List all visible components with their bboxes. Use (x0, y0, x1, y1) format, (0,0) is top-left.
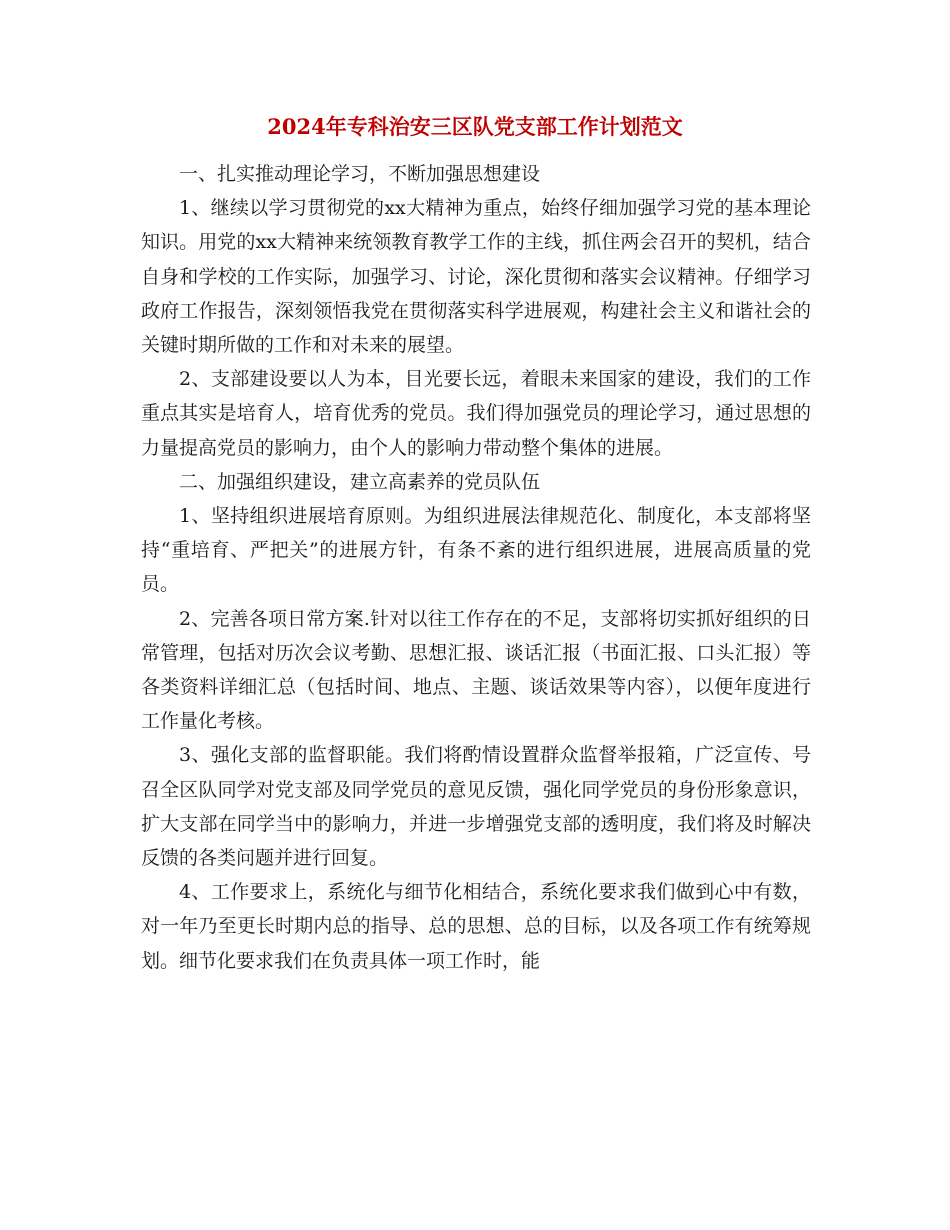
paragraph: 4、工作要求上，系统化与细节化相结合，系统化要求我们做到心中有数，对一年乃至更长时期内总的指导、总的思想、总的目标，以及各项工作有统筹规划。细节化要求我们在负责具体一项工作时，能 (141, 881, 811, 972)
paragraph: 1、继续以学习贯彻党的xx大精神为重点，始终仔细加强学习党的基本理论知识。用党的xx大精神来统领教育教学工作的主线，抓住两会召开的契机，结合自身和学校的工作实际，加强学习、讨论，深化贯彻和落实会议精神。仔细学习政府工作报告，深刻领悟我党在贯彻落实科学进展观，构建社会主义和谐社会的关键时期所做的工作和对未来的展望。 (141, 197, 811, 357)
paragraph: 3、强化支部的监督职能。我们将酌情设置群众监督举报箱，广泛宣传、号召全区队同学对党支部及同学党员的意见反馈，强化同学党员的身份形象意识，扩大支部在同学当中的影响力，并进一步增强党支部的透明度，我们将及时解决反馈的各类问题并进行回复。 (141, 744, 811, 870)
section-heading-2: 二、加强组织建设，建立高素养的党员队伍 (179, 470, 541, 493)
document-body (141, 157, 811, 978)
section-heading-1: 一、扎实推动理论学习，不断加强思想建设 (179, 163, 541, 185)
document-title: 2024年专科治安三区队党支部工作计划范文 (267, 114, 683, 139)
paragraph: 2、支部建设要以人为本，目光要长远，着眼未来国家的建设，我们的工作重点其实是培育人，培育优秀的党员。我们得加强党员的理论学习，通过思想的力量提高党员的影响力，由个人的影响力带动整个集体的进展。 (141, 368, 811, 459)
paragraph: 1、坚持组织进展培育原则。为组织进展法律规范化、制度化，本支部将坚持“重培育、严把关”的进展方针，有条不紊的进行组织进展，进展高质量的党员。 (141, 505, 811, 596)
paragraph: 2、完善各项日常方案.针对以往工作存在的不足，支部将切实抓好组织的日常管理，包括对历次会议考勤、思想汇报、谈话汇报（书面汇报、口头汇报）等各类资料详细汇总（包括时间、地点、主题、谈话效果等内容），以便年度进行工作量化考核。 (141, 607, 811, 733)
